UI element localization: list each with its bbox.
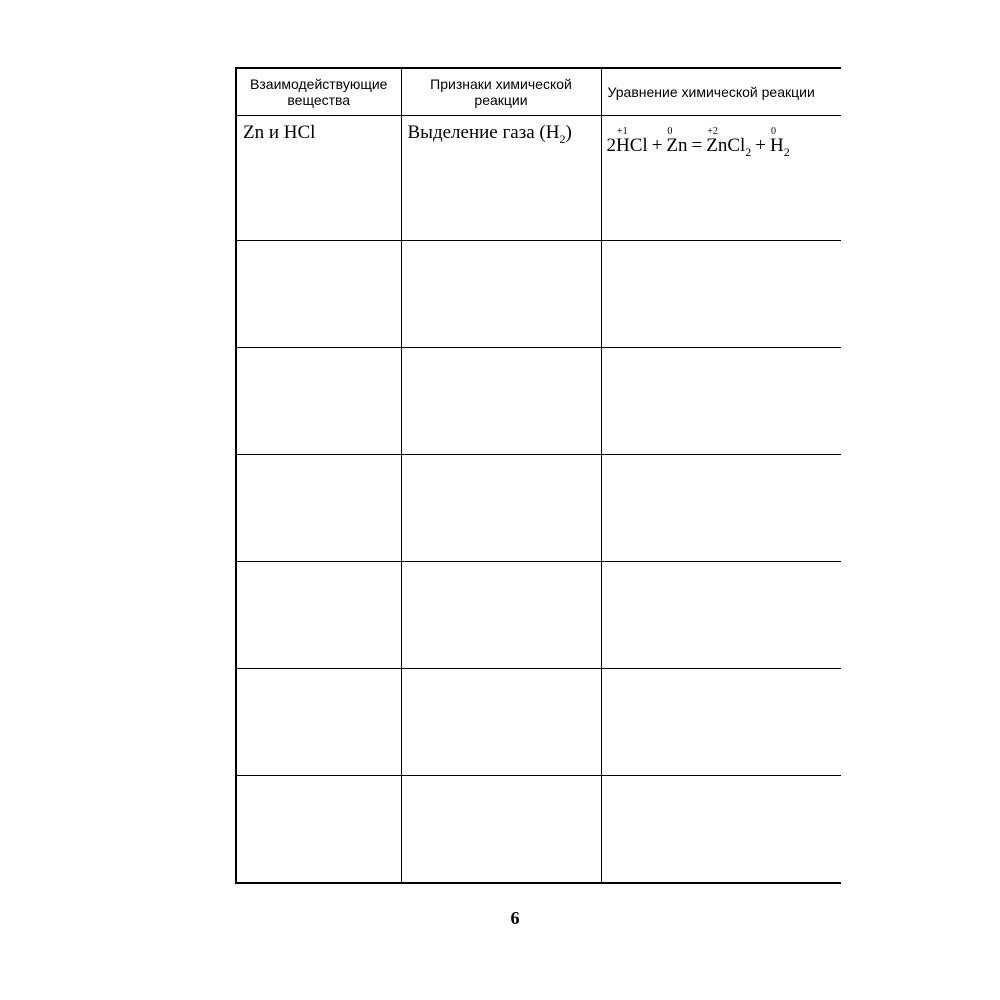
table-header-row <box>236 68 841 116</box>
eq-term-hcl: +1 H <box>616 126 630 156</box>
blank-cell[interactable] <box>601 562 841 669</box>
signs-main-text: Выделение газа (H <box>407 122 560 143</box>
ox-state-zn: 0 <box>667 126 673 137</box>
eq-plus: + <box>755 135 767 156</box>
reaction-table <box>235 67 841 884</box>
blank-cell[interactable] <box>401 776 601 884</box>
cell-substances <box>236 116 401 241</box>
blank-cell[interactable] <box>401 562 601 669</box>
eq-term-h2: 0 H <box>770 126 784 156</box>
blank-cell[interactable] <box>236 348 401 455</box>
table-row-blank <box>236 669 841 776</box>
eq-coefficient: 2 <box>606 135 616 156</box>
table-row-blank <box>236 562 841 669</box>
blank-cell[interactable] <box>236 562 401 669</box>
reaction-equation: 2 +1 HCl + 0 Zn = +2 ZnCl$_2$ + 0 $H_2$ <box>606 126 790 159</box>
ox-state-zn2: +2 <box>707 126 718 137</box>
blank-cell[interactable] <box>401 669 601 776</box>
signs-closing: ) <box>565 122 572 143</box>
header-substances: Взаимодействующие вещества <box>236 68 401 116</box>
blank-cell[interactable] <box>401 348 601 455</box>
blank-cell[interactable] <box>401 455 601 562</box>
eq-plus: + <box>651 135 663 156</box>
table-row-blank <box>236 348 841 455</box>
table-row <box>236 116 841 241</box>
reaction-signs-text <box>402 116 601 144</box>
eq-term-zncl2: +2 Z <box>706 126 718 156</box>
blank-cell[interactable] <box>236 776 401 884</box>
blank-cell[interactable] <box>236 241 401 348</box>
blank-cell[interactable] <box>601 348 841 455</box>
page-number: 6 <box>510 908 520 928</box>
cell-reaction-equation <box>601 116 841 241</box>
eq-equals: = <box>691 135 703 156</box>
blank-cell[interactable] <box>401 241 601 348</box>
table-row-blank <box>236 776 841 884</box>
signs-subscript: 2 <box>559 132 566 146</box>
ox-state-h2: 0 <box>771 126 777 137</box>
ox-state-h: +1 <box>617 126 628 137</box>
table-row-blank <box>236 455 841 562</box>
blank-cell[interactable] <box>601 776 841 884</box>
blank-cell[interactable] <box>236 455 401 562</box>
header-reaction-equation: Уравнение химической реакции <box>601 68 841 116</box>
blank-cell[interactable] <box>601 455 841 562</box>
header-reaction-signs: Признаки химической реакции <box>401 68 601 116</box>
eq-term-zn: 0 Z <box>666 126 679 156</box>
substances-text: Zn и HCl <box>243 122 316 143</box>
cell-reaction-signs <box>401 116 601 241</box>
blank-cell[interactable] <box>236 669 401 776</box>
blank-cell[interactable] <box>601 241 841 348</box>
table-row-blank <box>236 241 841 348</box>
blank-cell[interactable] <box>601 669 841 776</box>
